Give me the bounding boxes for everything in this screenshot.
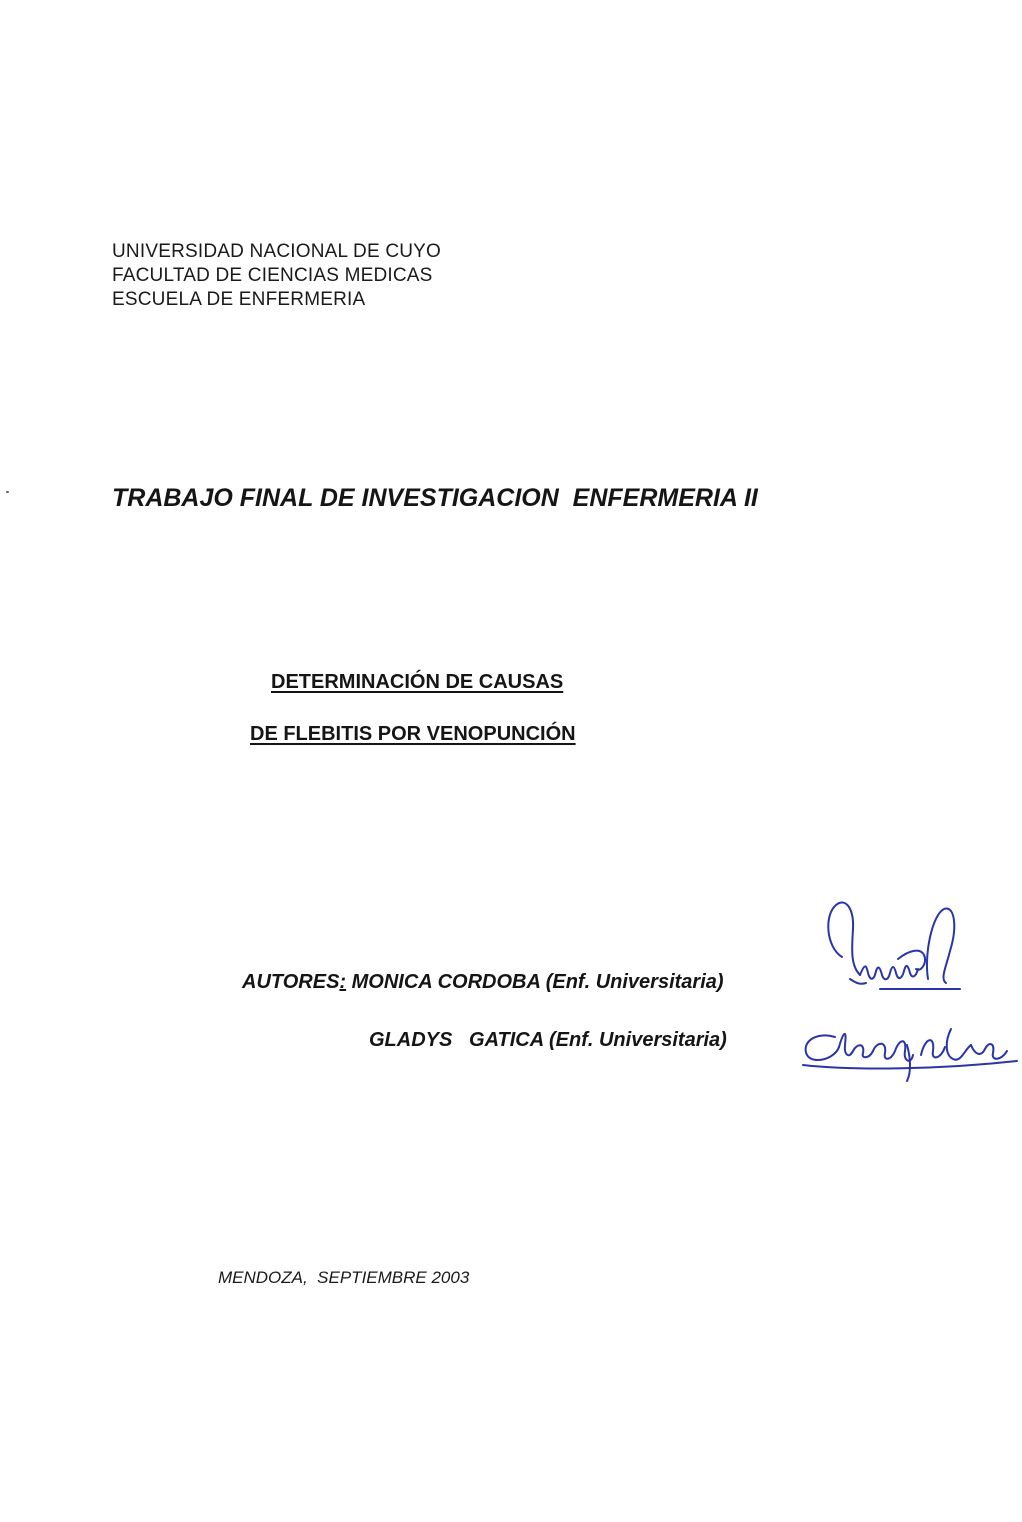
signature-cordoba — [820, 895, 970, 1005]
author-line-1 — [242, 971, 724, 994]
authors-label-colon: : — [339, 971, 347, 993]
author-1-name: MONICA CORDOBA (Enf. Universitaria) — [346, 971, 724, 993]
author-line-2: GLADYS GATICA (Enf. Universitaria) — [369, 1029, 727, 1051]
signature-gatica — [795, 1015, 1020, 1085]
institution-header — [112, 240, 441, 312]
subtitle-line-1: DETERMINACIÓN DE CAUSAS — [271, 671, 564, 693]
place-and-date: MENDOZA, SEPTIEMBRE 2003 — [218, 1268, 470, 1287]
signature-ink — [828, 902, 960, 989]
scan-speck — [6, 491, 9, 493]
signature-ink-2 — [803, 1029, 1017, 1081]
faculty-name: FACULTAD DE CIENCIAS MEDICAS — [112, 265, 433, 286]
document-title: TRABAJO FINAL DE INVESTIGACION ENFERMERIA II — [112, 484, 758, 512]
subtitle-line-2: DE FLEBITIS POR VENOPUNCIÓN — [250, 723, 576, 745]
authors-label-text: AUTORES — [242, 971, 340, 993]
school-name: ESCUELA DE ENFERMERIA — [112, 289, 366, 310]
authors-label — [242, 971, 346, 993]
university-name: UNIVERSIDAD NACIONAL DE CUYO — [112, 241, 442, 262]
